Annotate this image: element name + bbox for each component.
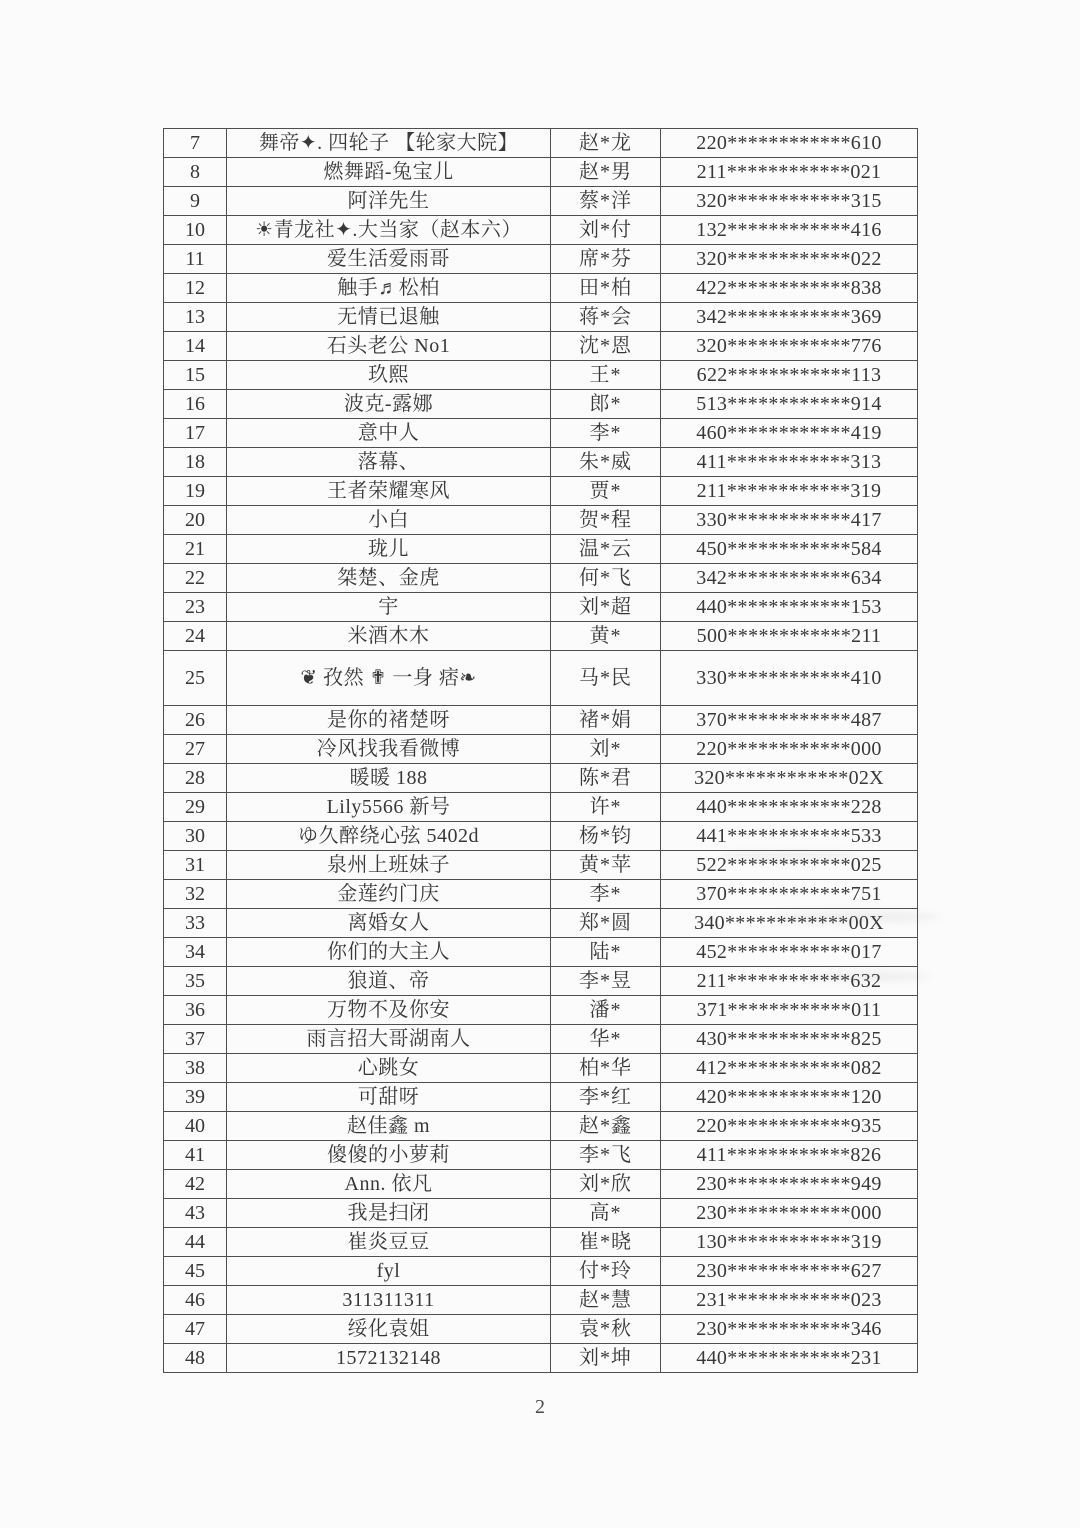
masked-name-cell: 席*芬 [551,245,661,274]
row-number-cell: 27 [164,735,227,764]
masked-id-cell: 211************319 [661,477,918,506]
masked-id-cell: 440************228 [661,793,918,822]
table-row [164,851,918,880]
masked-name-cell: 付*玲 [551,1257,661,1286]
row-number-cell: 39 [164,1083,227,1112]
table-row [164,216,918,245]
masked-name-cell: 褚*娟 [551,706,661,735]
masked-id-cell: 230************000 [661,1199,918,1228]
masked-name-cell: 何*飞 [551,564,661,593]
nickname-cell: 狼道、帝 [227,967,551,996]
page-number: 2 [535,1396,545,1418]
masked-id-cell: 460************419 [661,419,918,448]
table-row [164,1257,918,1286]
row-number-cell: 22 [164,564,227,593]
nickname-cell: 石头老公 No1 [227,332,551,361]
row-number-cell: 25 [164,651,227,706]
masked-id-cell: 412************082 [661,1054,918,1083]
masked-name-cell: 刘*付 [551,216,661,245]
table-row [164,1170,918,1199]
masked-name-cell: 华* [551,1025,661,1054]
row-number-cell: 43 [164,1199,227,1228]
masked-name-cell: 刘*坤 [551,1344,661,1373]
row-number-cell: 33 [164,909,227,938]
table-row [164,332,918,361]
masked-name-cell: 赵*龙 [551,129,661,158]
masked-name-cell: 李*昱 [551,967,661,996]
row-number-cell: 35 [164,967,227,996]
row-number-cell: 44 [164,1228,227,1257]
nickname-cell: 落幕、 [227,448,551,477]
nickname-cell: 冷风找我看微博 [227,735,551,764]
table-row [164,909,918,938]
masked-id-cell: 450************584 [661,535,918,564]
row-number-cell: 36 [164,996,227,1025]
row-number-cell: 47 [164,1315,227,1344]
table-row [164,1344,918,1373]
masked-name-cell: 黄* [551,622,661,651]
masked-name-cell: 高* [551,1199,661,1228]
nickname-cell: 我是扫闭 [227,1199,551,1228]
masked-name-cell: 潘* [551,996,661,1025]
masked-name-cell: 袁*秋 [551,1315,661,1344]
table-row [164,967,918,996]
row-number-cell: 45 [164,1257,227,1286]
table-row [164,506,918,535]
masked-name-cell: 郑*圆 [551,909,661,938]
table-row [164,158,918,187]
table-row [164,1025,918,1054]
table-row [164,1286,918,1315]
masked-id-cell: 211************021 [661,158,918,187]
table-row [164,1315,918,1344]
masked-name-cell: 黄*苹 [551,851,661,880]
masked-name-cell: 陈*君 [551,764,661,793]
table-row [164,361,918,390]
nickname-cell: 311311311 [227,1286,551,1315]
table-row [164,1112,918,1141]
masked-name-cell: 赵*慧 [551,1286,661,1315]
table-row [164,303,918,332]
table-row [164,245,918,274]
masked-name-cell: 陆* [551,938,661,967]
masked-id-cell: 330************410 [661,651,918,706]
row-number-cell: 37 [164,1025,227,1054]
table-row [164,1083,918,1112]
nickname-cell: 意中人 [227,419,551,448]
masked-id-cell: 220************000 [661,735,918,764]
masked-id-cell: 622************113 [661,361,918,390]
masked-name-cell: 李* [551,419,661,448]
masked-name-cell: 李* [551,880,661,909]
masked-name-cell: 沈*恩 [551,332,661,361]
masked-name-cell: 温*云 [551,535,661,564]
table-row [164,706,918,735]
row-number-cell: 7 [164,129,227,158]
masked-id-cell: 320************022 [661,245,918,274]
nickname-cell: 万物不及你安 [227,996,551,1025]
masked-id-cell: 211************632 [661,967,918,996]
table-row [164,880,918,909]
table-row [164,1199,918,1228]
masked-id-cell: 440************231 [661,1344,918,1373]
row-number-cell: 11 [164,245,227,274]
nickname-cell: 玖熙 [227,361,551,390]
nickname-cell: 波克-露娜 [227,390,551,419]
masked-name-cell: 王* [551,361,661,390]
row-number-cell: 31 [164,851,227,880]
masked-id-cell: 220************935 [661,1112,918,1141]
table-row [164,764,918,793]
masked-id-cell: 342************634 [661,564,918,593]
masked-name-cell: 马*民 [551,651,661,706]
table-row [164,419,918,448]
masked-id-cell: 320************776 [661,332,918,361]
masked-name-cell: 刘*欣 [551,1170,661,1199]
nickname-cell: 米酒木木 [227,622,551,651]
masked-name-cell: 李*红 [551,1083,661,1112]
masked-id-cell: 430************825 [661,1025,918,1054]
nickname-cell: 珑儿 [227,535,551,564]
masked-name-cell: 赵*鑫 [551,1112,661,1141]
masked-name-cell: 蒋*会 [551,303,661,332]
row-number-cell: 21 [164,535,227,564]
row-number-cell: 24 [164,622,227,651]
row-number-cell: 20 [164,506,227,535]
row-number-cell: 13 [164,303,227,332]
roster-table-body [164,129,918,1373]
nickname-cell: fyl [227,1257,551,1286]
row-number-cell: 42 [164,1170,227,1199]
table-row [164,477,918,506]
row-number-cell: 9 [164,187,227,216]
nickname-cell: 暖暖 188 [227,764,551,793]
masked-name-cell: 崔*晓 [551,1228,661,1257]
masked-id-cell: 500************211 [661,622,918,651]
row-number-cell: 28 [164,764,227,793]
row-number-cell: 14 [164,332,227,361]
masked-id-cell: 130************319 [661,1228,918,1257]
row-number-cell: 38 [164,1054,227,1083]
row-number-cell: 17 [164,419,227,448]
nickname-cell: 王者荣耀寒风 [227,477,551,506]
masked-id-cell: 370************751 [661,880,918,909]
row-number-cell: 30 [164,822,227,851]
table-row [164,448,918,477]
row-number-cell: 23 [164,593,227,622]
table-row [164,622,918,651]
table-row [164,1228,918,1257]
masked-id-cell: 231************023 [661,1286,918,1315]
nickname-cell: 宇 [227,593,551,622]
masked-name-cell: 贺*程 [551,506,661,535]
nickname-cell: ☀青龙社✦.大当家（赵本六） [227,216,551,245]
masked-id-cell: 320************315 [661,187,918,216]
table-row [164,390,918,419]
nickname-cell: 绥化袁姐 [227,1315,551,1344]
row-number-cell: 15 [164,361,227,390]
masked-name-cell: 李*飞 [551,1141,661,1170]
masked-id-cell: 411************826 [661,1141,918,1170]
table-row [164,535,918,564]
nickname-cell: 赵佳鑫 m [227,1112,551,1141]
nickname-cell: 触手♬松柏 [227,274,551,303]
row-number-cell: 16 [164,390,227,419]
nickname-cell: 你们的大主人 [227,938,551,967]
table-row [164,187,918,216]
nickname-cell: 泉州上班妹子 [227,851,551,880]
masked-id-cell: 320************02X [661,764,918,793]
masked-id-cell: 340************00X [661,909,918,938]
nickname-cell: 金莲约门庆 [227,880,551,909]
nickname-cell: 桀楚、金虎 [227,564,551,593]
row-number-cell: 40 [164,1112,227,1141]
nickname-cell: Ann. 依凡 [227,1170,551,1199]
masked-name-cell: 蔡*洋 [551,187,661,216]
row-number-cell: 41 [164,1141,227,1170]
masked-name-cell: 杨*钧 [551,822,661,851]
masked-id-cell: 452************017 [661,938,918,967]
row-number-cell: 34 [164,938,227,967]
masked-id-cell: 441************533 [661,822,918,851]
nickname-cell: 是你的褚楚呀 [227,706,551,735]
nickname-cell: 舞帝✦. 四轮子 【轮家大院】 [227,129,551,158]
masked-name-cell: 柏*华 [551,1054,661,1083]
masked-id-cell: 420************120 [661,1083,918,1112]
nickname-cell: ❦ 孜然 ✟ 一身 痞❧ [227,651,551,706]
masked-id-cell: 411************313 [661,448,918,477]
nickname-cell: 小白 [227,506,551,535]
masked-id-cell: 230************346 [661,1315,918,1344]
masked-id-cell: 522************025 [661,851,918,880]
table-row [164,822,918,851]
nickname-cell: 阿洋先生 [227,187,551,216]
masked-id-cell: 371************011 [661,996,918,1025]
nickname-cell: 无情已退触 [227,303,551,332]
masked-id-cell: 330************417 [661,506,918,535]
row-number-cell: 19 [164,477,227,506]
table-row [164,564,918,593]
table-row [164,1054,918,1083]
masked-id-cell: 422************838 [661,274,918,303]
nickname-cell: ゆ久醉绕心弦 5402d [227,822,551,851]
masked-id-cell: 132************416 [661,216,918,245]
masked-name-cell: 刘*超 [551,593,661,622]
nickname-cell: Lily5566 新号 [227,793,551,822]
row-number-cell: 26 [164,706,227,735]
nickname-cell: 心跳女 [227,1054,551,1083]
row-number-cell: 29 [164,793,227,822]
masked-id-cell: 230************627 [661,1257,918,1286]
masked-name-cell: 赵*男 [551,158,661,187]
table-row [164,996,918,1025]
row-number-cell: 32 [164,880,227,909]
masked-id-cell: 440************153 [661,593,918,622]
masked-name-cell: 朱*威 [551,448,661,477]
masked-name-cell: 贾* [551,477,661,506]
nickname-cell: 爱生活爱雨哥 [227,245,551,274]
table-row [164,593,918,622]
row-number-cell: 12 [164,274,227,303]
masked-id-cell: 230************949 [661,1170,918,1199]
masked-id-cell: 513************914 [661,390,918,419]
masked-id-cell: 220************610 [661,129,918,158]
masked-name-cell: 许* [551,793,661,822]
table-row [164,735,918,764]
nickname-cell: 雨言招大哥湖南人 [227,1025,551,1054]
table-row [164,129,918,158]
nickname-cell: 离婚女人 [227,909,551,938]
masked-id-cell: 342************369 [661,303,918,332]
row-number-cell: 8 [164,158,227,187]
row-number-cell: 18 [164,448,227,477]
masked-name-cell: 刘* [551,735,661,764]
masked-id-cell: 370************487 [661,706,918,735]
row-number-cell: 48 [164,1344,227,1373]
nickname-cell: 傻傻的小萝莉 [227,1141,551,1170]
table-row [164,274,918,303]
nickname-cell: 1572132148 [227,1344,551,1373]
masked-name-cell: 郎* [551,390,661,419]
row-number-cell: 46 [164,1286,227,1315]
nickname-cell: 崔炎豆豆 [227,1228,551,1257]
nickname-cell: 可甜呀 [227,1083,551,1112]
table-row [164,938,918,967]
masked-name-cell: 田*柏 [551,274,661,303]
table-row [164,651,918,706]
row-number-cell: 10 [164,216,227,245]
table-row [164,793,918,822]
nickname-cell: 燃舞蹈-兔宝儿 [227,158,551,187]
roster-table [163,128,918,1373]
table-row [164,1141,918,1170]
